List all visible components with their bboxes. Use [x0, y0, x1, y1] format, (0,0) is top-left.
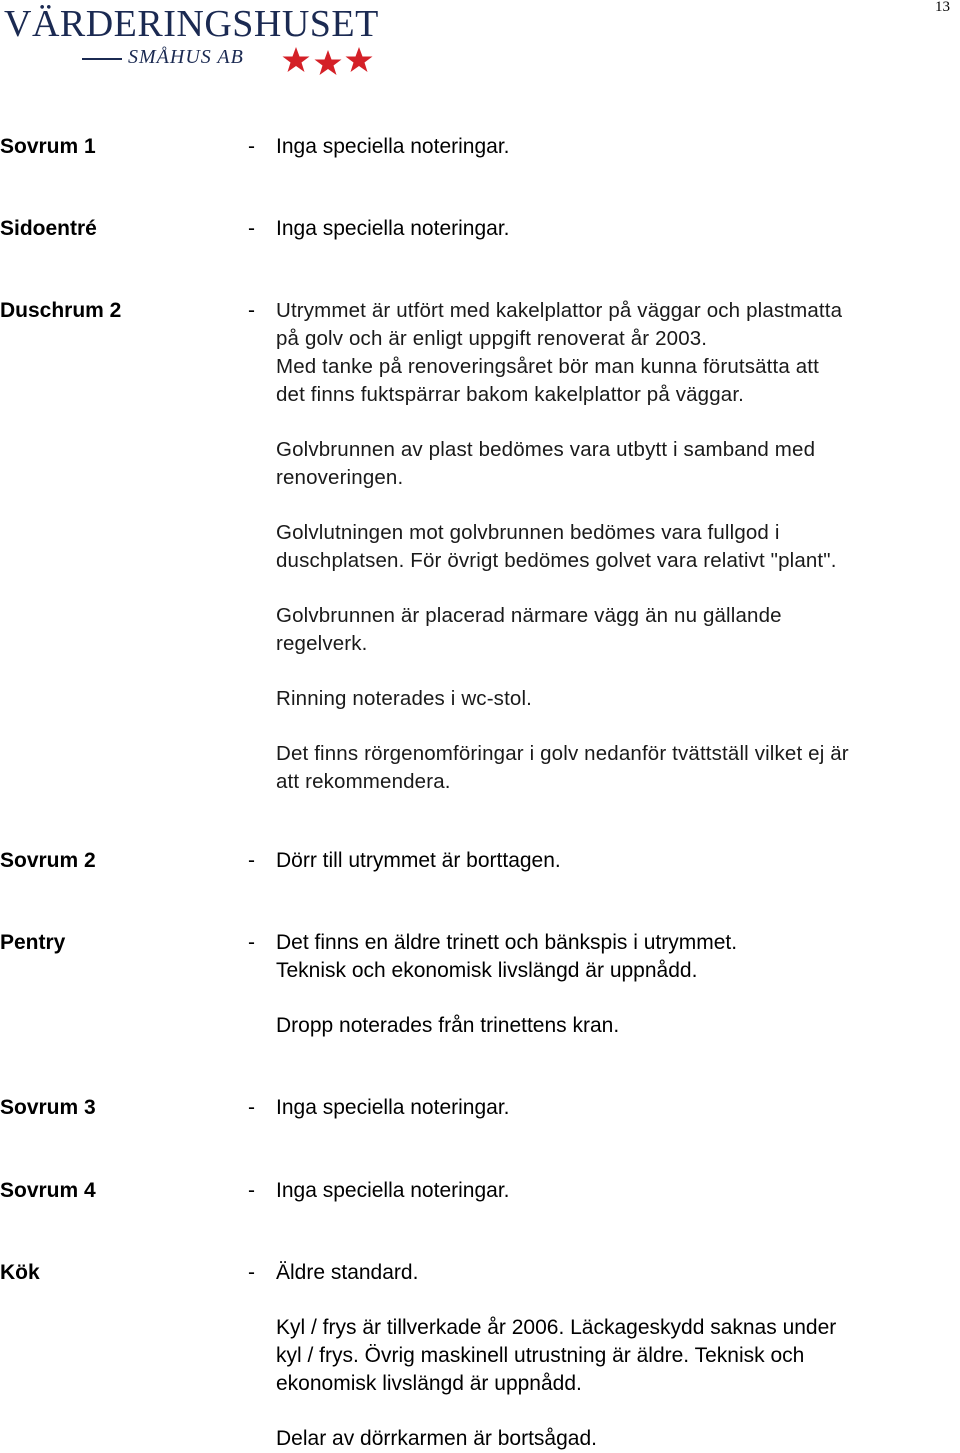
note-paragraph: [276, 1012, 946, 1040]
note-line: renoveringen.: [276, 466, 404, 489]
room-heading: Sovrum 4: [0, 1179, 96, 1202]
note-paragraph: [276, 1259, 946, 1287]
note-line: kyl / frys. Övrig maskinell utrustning är äldre. Teknisk och: [276, 1344, 805, 1367]
note-line: det finns fuktspärrar bakom kakelplattor på väggar.: [276, 383, 745, 406]
note-line: Inga speciella noteringar.: [276, 217, 510, 240]
note-line: Golvbrunnen av plast bedömes vara utbytt i samband med: [276, 438, 816, 461]
note-line: regelverk.: [276, 632, 368, 655]
list-dash: -: [248, 849, 255, 872]
room-heading: Pentry: [0, 931, 66, 954]
note-paragraph: [276, 929, 946, 985]
note-line: Delar av dörrkarmen är bortsågad.: [276, 1427, 597, 1450]
list-dash: -: [248, 1261, 255, 1284]
note-line: Äldre standard.: [276, 1261, 419, 1284]
page-number: 13: [935, 0, 950, 15]
note-paragraph: [276, 1314, 946, 1398]
note-line: Golvlutningen mot golvbrunnen bedömes vara fullgod i: [276, 521, 780, 544]
note-line: Dropp noterades från trinettens kran.: [276, 1014, 620, 1037]
note-line: Teknisk och ekonomisk livslängd är uppnådd.: [276, 959, 698, 982]
logo-wordmark: VÄRDERINGSHUSET: [4, 3, 379, 45]
note-line: ekonomisk livslängd är uppnådd.: [276, 1372, 582, 1395]
room-notes: [276, 929, 946, 1040]
note-line: att rekommendera.: [276, 770, 451, 793]
room-heading: Sidoentré: [0, 217, 97, 240]
company-logo: [0, 0, 380, 82]
logo-rule: [82, 58, 122, 60]
note-line: Golvbrunnen är placerad närmare vägg än nu gällande: [276, 604, 782, 627]
note-line: Rinning noterades i wc-stol.: [276, 687, 533, 710]
room-notes: [276, 1094, 946, 1122]
note-line: Kyl / frys är tillverkade år 2006. Läckageskydd saknas under: [276, 1316, 837, 1339]
note-paragraph: [276, 215, 946, 243]
note-line: på golv och är enligt uppgift renoverat år 2003.: [276, 327, 708, 350]
logo-subtitle: SMÅHUS AB: [128, 46, 244, 68]
room-notes: [276, 1177, 946, 1205]
list-dash: -: [248, 217, 255, 240]
list-dash: -: [248, 299, 255, 322]
note-paragraph: [276, 602, 946, 658]
room-notes: [276, 133, 946, 161]
note-paragraph: [276, 1177, 946, 1205]
room-heading: Sovrum 3: [0, 1096, 96, 1119]
room-heading: Duschrum 2: [0, 299, 122, 322]
room-notes: [276, 215, 946, 243]
note-line: Med tanke på renoveringsåret bör man kunna förutsätta att: [276, 355, 820, 378]
logo-stars-icon: [282, 44, 374, 78]
note-line: duschplatsen. För övrigt bedömes golvet vara relativt "plant".: [276, 549, 837, 572]
note-paragraph: [276, 685, 946, 713]
star-icon: [283, 47, 310, 72]
note-paragraph: [276, 1425, 946, 1453]
list-dash: -: [248, 931, 255, 954]
room-notes: [276, 1259, 946, 1453]
list-dash: -: [248, 135, 255, 158]
note-paragraph: [276, 519, 946, 575]
star-icon: [315, 50, 342, 75]
room-notes: [276, 847, 946, 875]
note-line: Det finns rörgenomföringar i golv nedanför tvättställ vilket ej är: [276, 742, 849, 765]
note-line: Det finns en äldre trinett och bänkspis i utrymmet.: [276, 931, 738, 954]
note-paragraph: [276, 133, 946, 161]
list-dash: -: [248, 1179, 255, 1202]
note-paragraph: [276, 847, 946, 875]
room-heading: Sovrum 2: [0, 849, 96, 872]
note-line: Inga speciella noteringar.: [276, 1179, 510, 1202]
room-heading: Kök: [0, 1261, 40, 1284]
list-dash: -: [248, 1096, 255, 1119]
note-paragraph: [276, 1094, 946, 1122]
note-paragraph: [276, 297, 946, 409]
room-notes: [276, 297, 946, 796]
note-line: Dörr till utrymmet är borttagen.: [276, 849, 561, 872]
star-icon: [346, 47, 373, 72]
room-heading: Sovrum 1: [0, 135, 96, 158]
note-paragraph: [276, 436, 946, 492]
note-line: Utrymmet är utfört med kakelplattor på väggar och plastmatta: [276, 299, 843, 322]
note-line: Inga speciella noteringar.: [276, 1096, 510, 1119]
note-paragraph: [276, 740, 946, 796]
note-line: Inga speciella noteringar.: [276, 135, 510, 158]
